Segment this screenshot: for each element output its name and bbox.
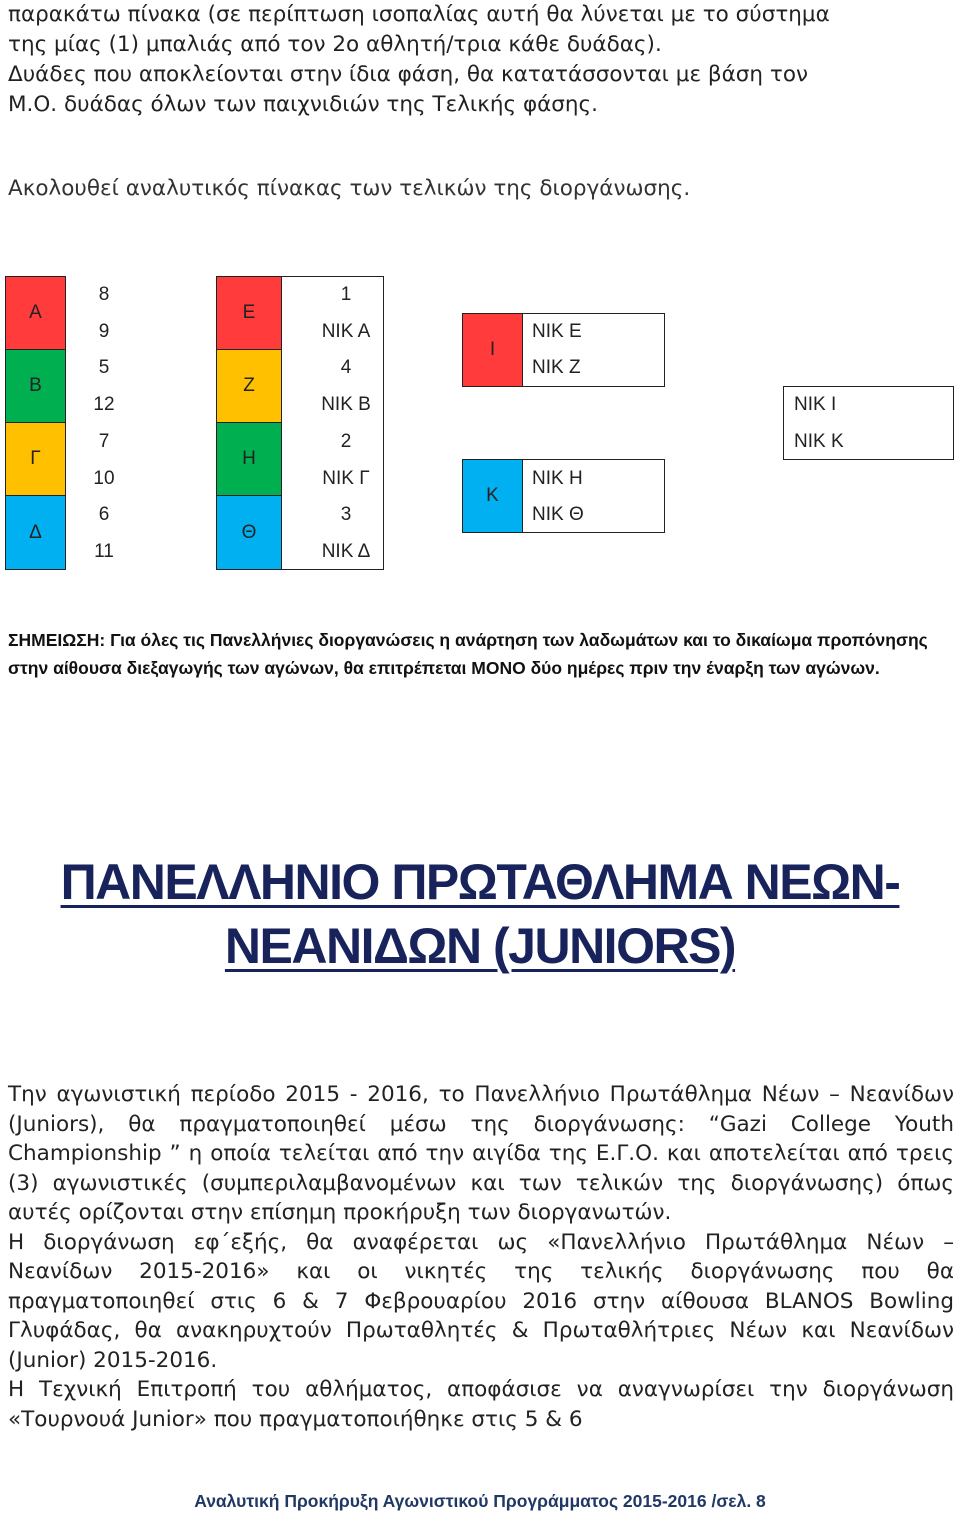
seed-number: 9 <box>98 321 110 342</box>
semifinal-entry: ΝΙΚ Θ <box>532 504 584 525</box>
section-title <box>0 850 960 978</box>
semifinal-entry: ΝΙΚ Η <box>532 468 583 489</box>
round1-entry: ΝΙΚ Δ <box>321 541 371 562</box>
group-a-label: Α <box>29 302 42 323</box>
seed-number: 11 <box>94 541 114 562</box>
section-title-line-1: ΠΑΝΕΛΛΗΝΙΟ ΠΡΩΤΑΘΛΗΜΑ ΝΕΩΝ- <box>60 854 900 910</box>
final-entry: ΝΙΚ Κ <box>794 431 844 452</box>
group-b-box <box>5 349 66 423</box>
paragraph: Την αγωνιστική περίοδο 2015 - 2016, το Πανελλήνιο Πρωτάθλημα Νέων – Νεανίδων (Juniors), θα πραγματοποιηθεί μέσω της διοργάνωσης: “Gazi College Youth Championship ” η οποία τελείται από την αιγίδα της Ε.Γ.Ο. και αποτελείται από τρεις (3) αγωνιστικές (συμπεριλαμβανομένων και των τελικών της διοργάνωσης) όπως αυτές ορίζονται στην επίσημη προκήρυξη των διοργανωτών. <box>8 1082 954 1225</box>
round1-entry: 1 <box>340 284 352 305</box>
paragraph: Η διοργάνωση εφ΄εξής, θα αναφέρεται ως «Πανελλήνιο Πρωτάθλημα Νέων – Νεανίδων 2015-2016» και οι νικητές της τελικής διοργάνωσης που θα πραγματοποιηθεί στις 6 & 7 Φεβρουαρίου 2016 στην αίθουσα BLANOS Bowling Γλυφάδας, θα ανακηρυχτούν Πρωταθλητές & Πρωταθλήτριες Νέων και Νεανίδων (Junior) 2015-2016. <box>8 1229 954 1373</box>
group-z-label: Ζ <box>243 375 255 396</box>
group-th-box <box>216 495 282 570</box>
group-d-label: Δ <box>29 521 42 543</box>
group-c-box <box>5 422 66 496</box>
group-th-label: Θ <box>241 521 257 543</box>
intro-line-2: της μίας (1) μπαλιάς από τον 2ο αθλητή/τρια κάθε δυάδας). <box>8 32 662 57</box>
section-title-line-2: ΝΕΑΝΙΔΩΝ (JUNIORS) <box>224 918 736 974</box>
round1-entry: 3 <box>340 504 352 525</box>
group-i-label: Ι <box>489 339 496 360</box>
group-k-label: Κ <box>486 485 499 506</box>
group-k-box <box>462 459 523 533</box>
seed-number: 5 <box>98 357 110 378</box>
group-e-label: Ε <box>242 302 256 323</box>
group-h-label: Η <box>242 448 256 469</box>
seed-number: 10 <box>93 468 115 489</box>
intro-line-1: παρακάτω πίνακα (σε περίπτωση ισοπαλίας αυτή θα λύνεται με το σύστημα <box>8 2 830 27</box>
group-b-label: Β <box>29 375 42 396</box>
group-a-box <box>5 276 66 350</box>
seed-number: 12 <box>93 394 115 415</box>
round1-entry: ΝΙΚ Β <box>321 394 371 415</box>
intro-line-4: Μ.Ο. δυάδας όλων των παιχνιδιών της Τελικής φάσης. <box>8 92 599 117</box>
group-h-box <box>216 422 282 496</box>
bracket-intro: Ακολουθεί αναλυτικός πίνακας των τελικών της διοργάνωσης. <box>8 176 691 201</box>
group-c-label: Γ <box>30 448 41 469</box>
seed-number: 7 <box>98 431 110 452</box>
group-i-box <box>462 313 523 387</box>
intro-line-3: Δυάδες που αποκλείονται στην ίδια φάση, θα κατατάσσονται με βάση τον <box>8 62 809 87</box>
final-entry: ΝΙΚ Ι <box>794 394 837 415</box>
group-z-box <box>216 349 282 423</box>
group-e-box <box>216 276 282 350</box>
page-footer: Αναλυτική Προκήρυξη Αγωνιστικού Προγράμματος 2015-2016 /σελ. 8 <box>194 1491 766 1511</box>
group-d-box <box>5 495 66 570</box>
round1-entry: ΝΙΚ Γ <box>322 468 370 489</box>
seed-number: 6 <box>98 504 110 525</box>
body-text <box>8 1080 954 1434</box>
note-text: ΣΗΜΕΙΩΣΗ: Για όλες τις Πανελλήνιες διοργανώσεις η ανάρτηση των λαδωμάτων και το δικαίωμα προπόνησης στην αίθουσα διεξαγωγής των αγώνων, θα επιτρέπεται ΜΟΝΟ δύο ημέρες πριν την έναρξη των αγώνων. <box>8 630 928 678</box>
semifinal-entry: ΝΙΚ Ε <box>532 321 582 342</box>
round1-entry: ΝΙΚ Α <box>321 321 371 342</box>
seed-number: 8 <box>98 284 110 305</box>
semifinal-entry: ΝΙΚ Ζ <box>532 357 581 378</box>
round1-entry: 4 <box>340 357 352 378</box>
round1-entry: 2 <box>340 431 352 452</box>
paragraph: Η Τεχνική Επιτροπή του αθλήματος, αποφάσισε να αναγνωρίσει την διοργάνωση «Τουρνουά Junior» που πραγματοποιήθηκε στις 5 & 6 <box>8 1377 954 1432</box>
